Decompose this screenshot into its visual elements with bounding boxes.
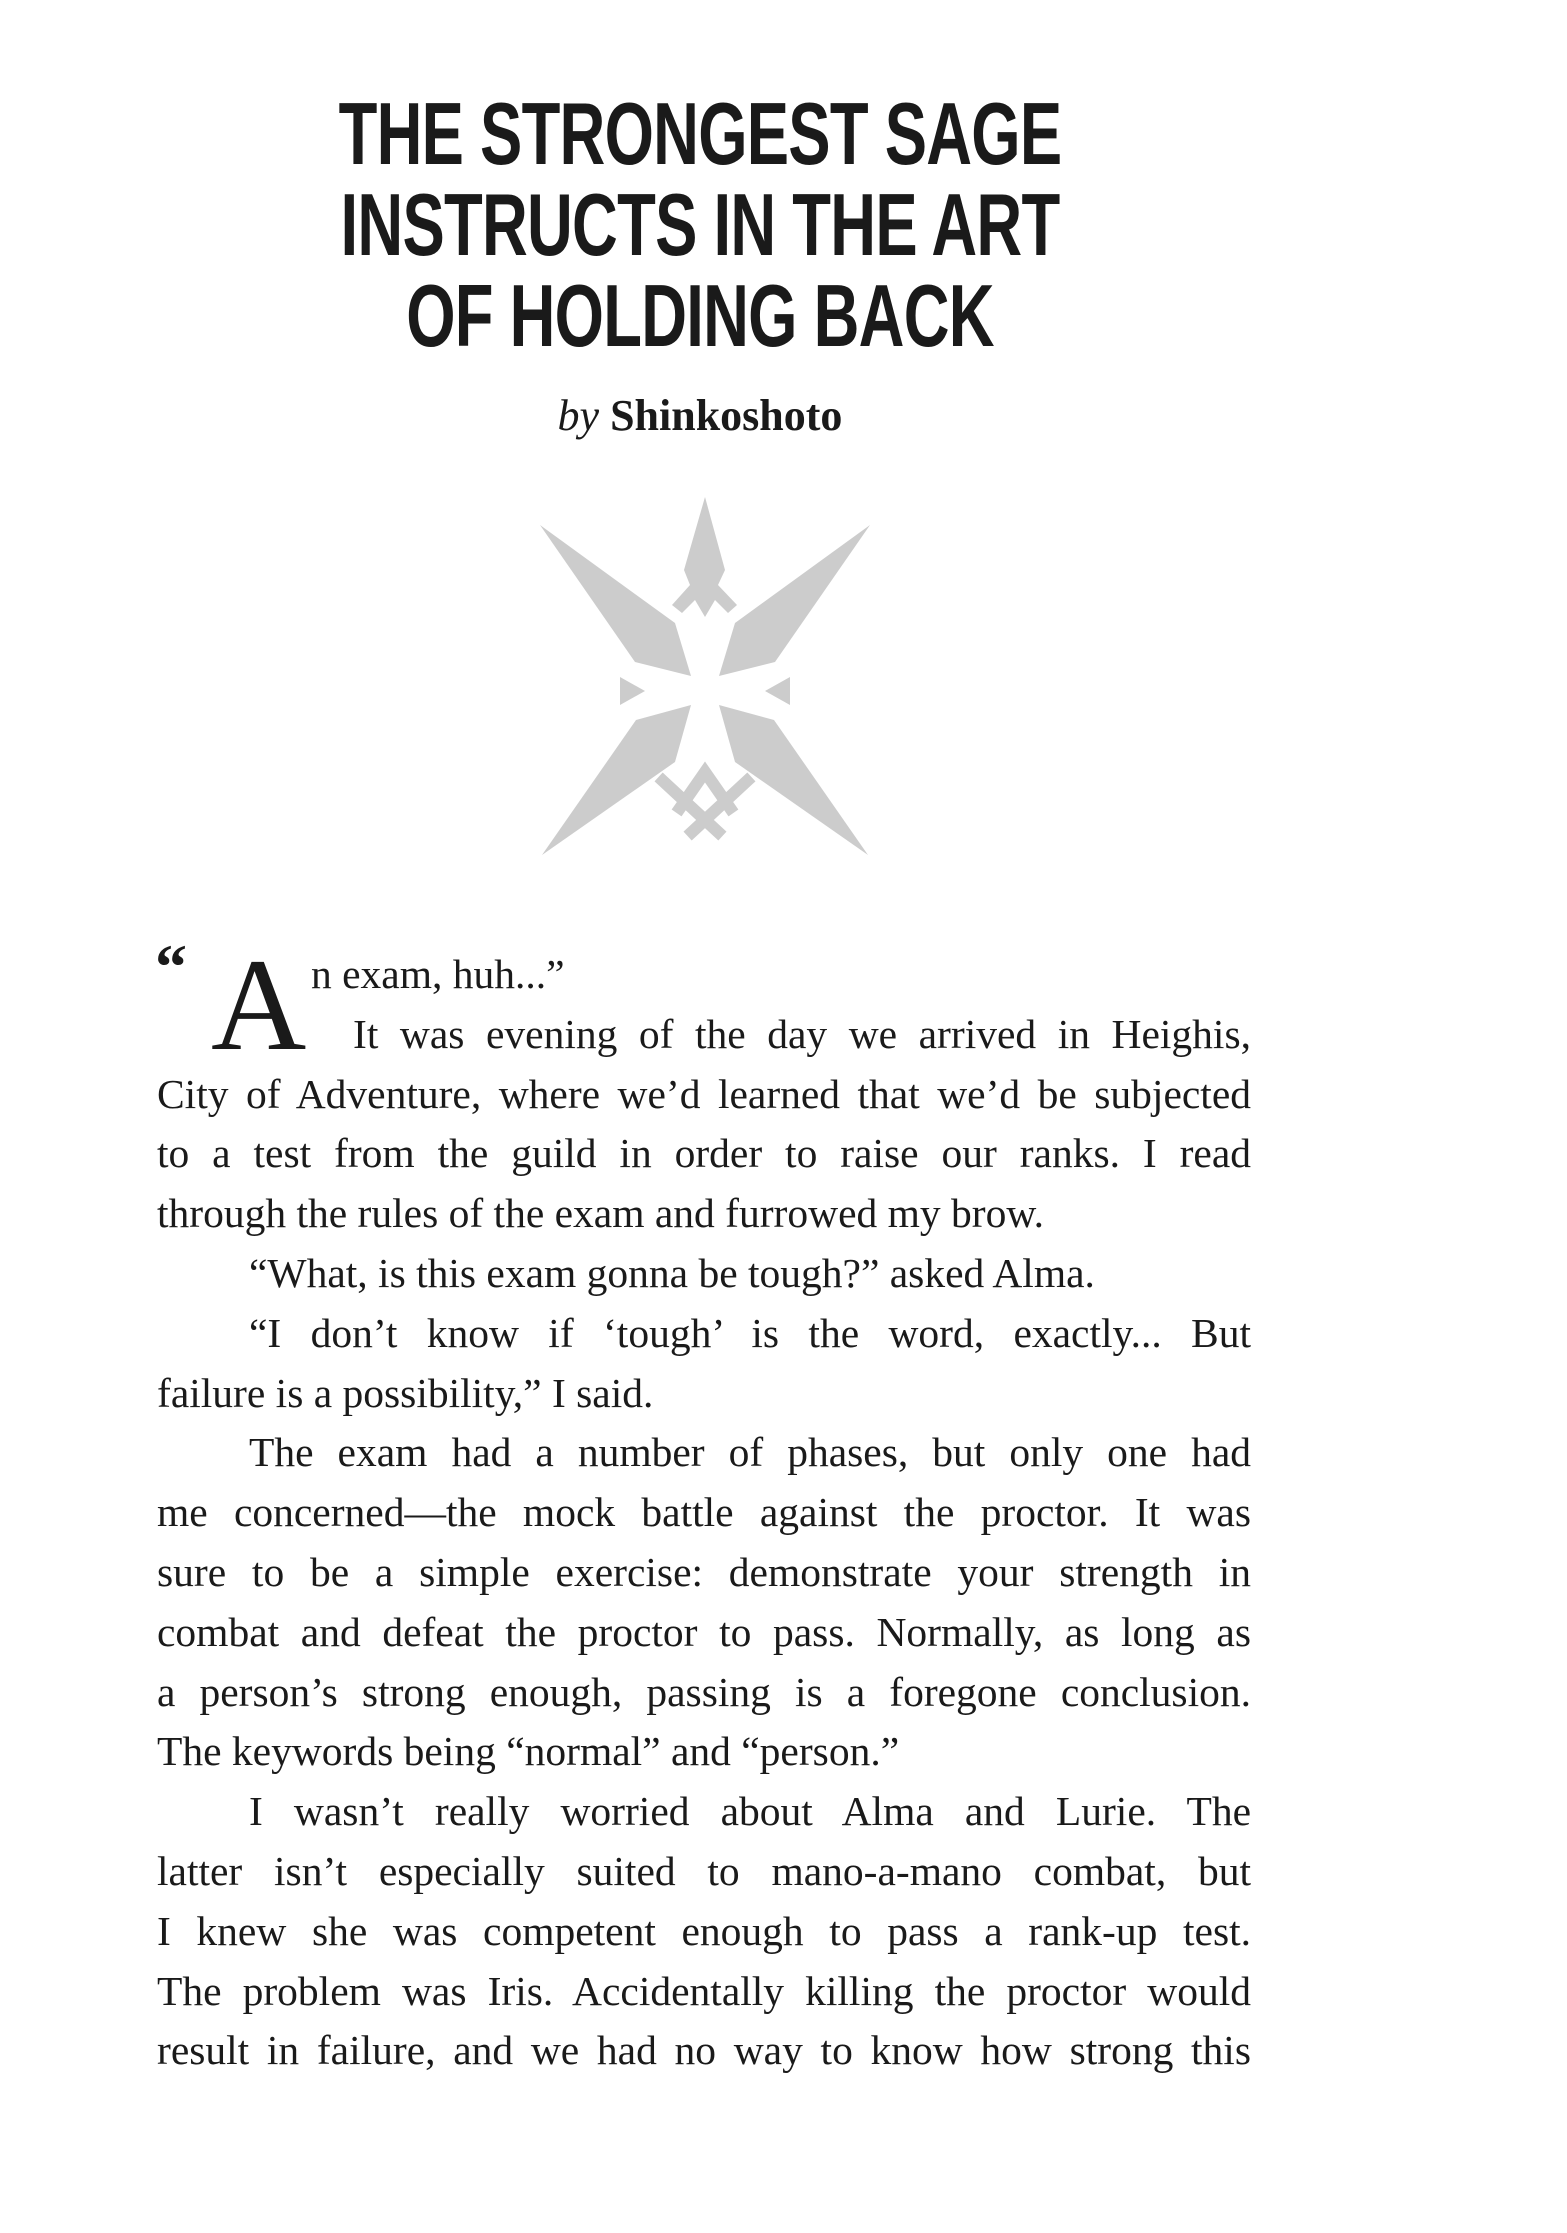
text-line: The problem was Iris. Accidentally killing the proctor would <box>157 1967 1251 2014</box>
text-line: failure is a possibility,” I said. <box>157 1369 654 1416</box>
opening-quote: “ <box>155 931 187 1002</box>
text-line: n exam, huh...” <box>311 951 565 997</box>
chapter-body <box>155 931 1251 2081</box>
text-line: The keywords being “normal” and “person.” <box>157 1728 900 1775</box>
text-line: I wasn’t really worried about Alma and Lurie. The <box>249 1788 1251 1835</box>
text-line: combat and defeat the proctor to pass. Normally, as long as <box>157 1608 1251 1655</box>
text-line: I knew she was competent enough to pass a rank-up test. <box>157 1907 1251 1954</box>
text-line: The exam had a number of phases, but only one had <box>249 1429 1251 1476</box>
byline <box>0 390 1400 441</box>
byline-by: by <box>557 391 600 440</box>
star-emblem-icon <box>500 470 900 870</box>
text-line: a person’s strong enough, passing is a foregone conclusion. <box>157 1668 1251 1715</box>
title-line: OF HOLDING BACK <box>406 266 994 365</box>
drop-cap: A <box>211 931 307 1078</box>
title-line: THE STRONGEST SAGE <box>338 84 1062 183</box>
text-line: sure to be a simple exercise: demonstrate your strength in <box>157 1548 1251 1595</box>
text-line: result in failure, and we had no way to know how strong this <box>157 2027 1251 2074</box>
text-line: “I don’t know if ‘tough’ is the word, exactly... But <box>249 1309 1251 1356</box>
text-line: It was evening of the day we arrived in Heighis, <box>353 1010 1251 1057</box>
text-line: through the rules of the exam and furrowed my brow. <box>157 1190 1045 1237</box>
text-line: latter isn’t especially suited to mano-a-mano combat, but <box>157 1847 1251 1894</box>
chapter-title <box>0 84 1400 365</box>
text-line: me concerned—the mock battle against the proctor. It was <box>157 1489 1251 1536</box>
text-line: “What, is this exam gonna be tough?” asked Alma. <box>249 1249 1095 1296</box>
text-line: City of Adventure, where we’d learned that we’d be subjected <box>157 1070 1251 1117</box>
author-name: Shinkoshoto <box>610 391 843 440</box>
text-line: to a test from the guild in order to raise our ranks. I read <box>157 1130 1251 1177</box>
title-line: INSTRUCTS IN THE ART <box>340 175 1060 274</box>
